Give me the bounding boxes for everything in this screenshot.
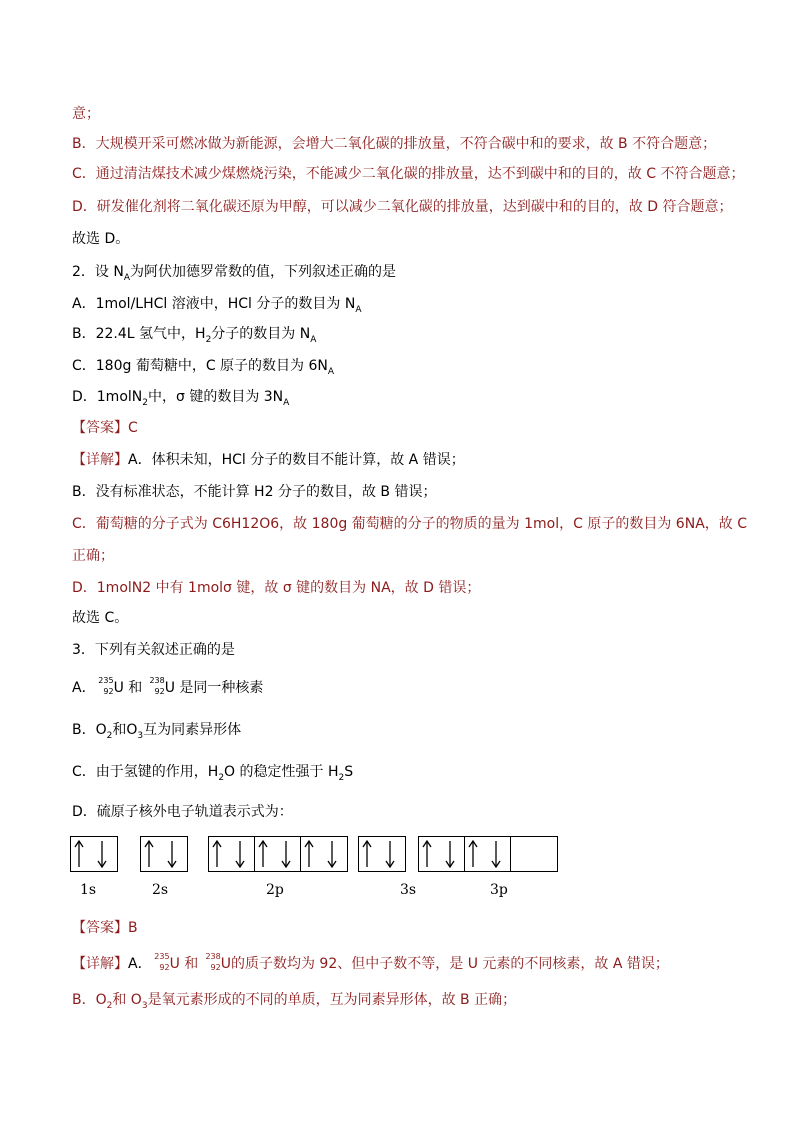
isotope-235-notation: 235 92 — [98, 676, 114, 696]
text-line: 故选 D。 — [72, 231, 130, 247]
spin-down-arrow-icon — [385, 840, 395, 868]
question-2-detail-d: D．1molN2 中有 1molσ 键，故 σ 键的数目为 NA，故 D 错误； — [72, 580, 481, 596]
question-2-option-c: C．180g 葡萄糖中，C 原子的数目为 $6N_A$ — [72, 358, 335, 377]
question-2-option-d: D．1molN$_2$中，σ 键的数目为 $3N_A$ — [72, 389, 290, 408]
orbital-cell — [71, 837, 117, 871]
isotope-238-notation: 238 92 — [205, 952, 221, 972]
question-2-detail-c: C．葡萄糖的分子式为 C6H12O6，故 180g 葡萄糖的分子的物质的量为 1mol，C 原子的数目为 6NA，故 C — [72, 516, 747, 532]
orbital-label-3s: 3s — [400, 882, 417, 898]
question-3-answer: 【答案】B — [72, 920, 138, 936]
spin-down-arrow-icon — [491, 840, 501, 868]
orbital-cell — [465, 837, 511, 871]
question-2-detail-a: 【详解】A．体积未知，HCl 分子的数目不能计算，故 A 错误； — [72, 452, 465, 468]
orbital-cell — [359, 837, 405, 871]
question-3-detail-a: 【详解】A． 235 92 U 和 238 92 U的质子数均为 92、但中子数不等，是 U 元素的不同核素，故 A 错误； — [72, 952, 669, 972]
text-line: D．研发催化剂将二氧化碳还原为甲醇，可以减少二氧化碳的排放量，达到碳中和的目的，故 D 符合题意； — [72, 199, 733, 215]
orbital-label-2p: 2p — [266, 882, 284, 898]
spin-up-arrow-icon — [74, 840, 84, 868]
spin-up-arrow-icon — [144, 840, 154, 868]
orbital-cell — [301, 837, 347, 871]
orbital-label-2s: 2s — [152, 882, 169, 898]
isotope-238-notation: 238 92 — [149, 676, 165, 696]
question-3-option-d: D．硫原子核外电子轨道表示式为： — [72, 804, 293, 820]
spin-down-arrow-icon — [281, 840, 291, 868]
spin-up-arrow-icon — [304, 840, 314, 868]
spin-up-arrow-icon — [258, 840, 268, 868]
question-2-option-a: A．1mol/LHCl 溶液中，HCl 分子的数目为 $N_A$ — [72, 296, 362, 315]
question-2-option-b: B．22.4L 氢气中，$H_2$分子的数目为 $N_A$ — [72, 326, 317, 345]
orbital-box-2s — [140, 836, 188, 872]
text-line: B．大规模开采可燃冰做为新能源，会增大二氧化碳的排放量，不符合碳中和的要求，故 B 不符合题意； — [72, 136, 717, 152]
spin-up-arrow-icon — [422, 840, 432, 868]
spin-down-arrow-icon — [327, 840, 337, 868]
spin-down-arrow-icon — [235, 840, 245, 868]
orbital-box-2p — [208, 836, 348, 872]
orbital-cell — [255, 837, 301, 871]
spin-up-arrow-icon — [362, 840, 372, 868]
question-3-option-a: A． 235 92 U 和 238 92 U 是同一种核素 — [72, 676, 264, 696]
question-2-answer: 【答案】C — [72, 420, 138, 436]
question-2-conclusion: 故选 C。 — [72, 610, 129, 626]
spin-down-arrow-icon — [167, 840, 177, 868]
spin-down-arrow-icon — [97, 840, 107, 868]
question-2-detail-c-cont: 正确； — [72, 548, 114, 564]
orbital-cell — [141, 837, 187, 871]
orbital-box-3p — [418, 836, 558, 872]
orbital-label-3p: 3p — [490, 882, 508, 898]
isotope-235-notation: 235 92 — [154, 952, 170, 972]
question-3-option-b: B．$O_2$和$O_3$互为同素异形体 — [72, 722, 242, 741]
question-3-detail-b: B．$O_2$和 $O_3$是氧元素形成的不同的单质，互为同素异形体，故 B 正确； — [72, 992, 517, 1011]
spin-up-arrow-icon — [468, 840, 478, 868]
orbital-label-1s: 1s — [80, 882, 97, 898]
orbital-cell — [419, 837, 465, 871]
text-line: 意； — [72, 106, 100, 122]
text-line: C．通过清洁煤技术减少煤燃烧污染，不能减少二氧化碳的排放量，达不到碳中和的目的，故 C 不符合题意； — [72, 166, 745, 182]
orbital-cell — [511, 837, 557, 871]
question-3-option-c: C．由于氢键的作用，$H_2O$ 的稳定性强于 $H_2S$ — [72, 764, 354, 783]
orbital-box-3s — [358, 836, 406, 872]
question-2-stem: 2．设 $N_A$为阿伏加德罗常数的值，下列叙述正确的是 — [72, 264, 397, 283]
spin-down-arrow-icon — [445, 840, 455, 868]
question-2-detail-b: B．没有标准状态，不能计算 H2 分子的数目，故 B 错误； — [72, 484, 437, 500]
spin-up-arrow-icon — [212, 840, 222, 868]
question-3-stem: 3．下列有关叙述正确的是 — [72, 642, 235, 658]
orbital-cell — [209, 837, 255, 871]
orbital-box-1s — [70, 836, 118, 872]
